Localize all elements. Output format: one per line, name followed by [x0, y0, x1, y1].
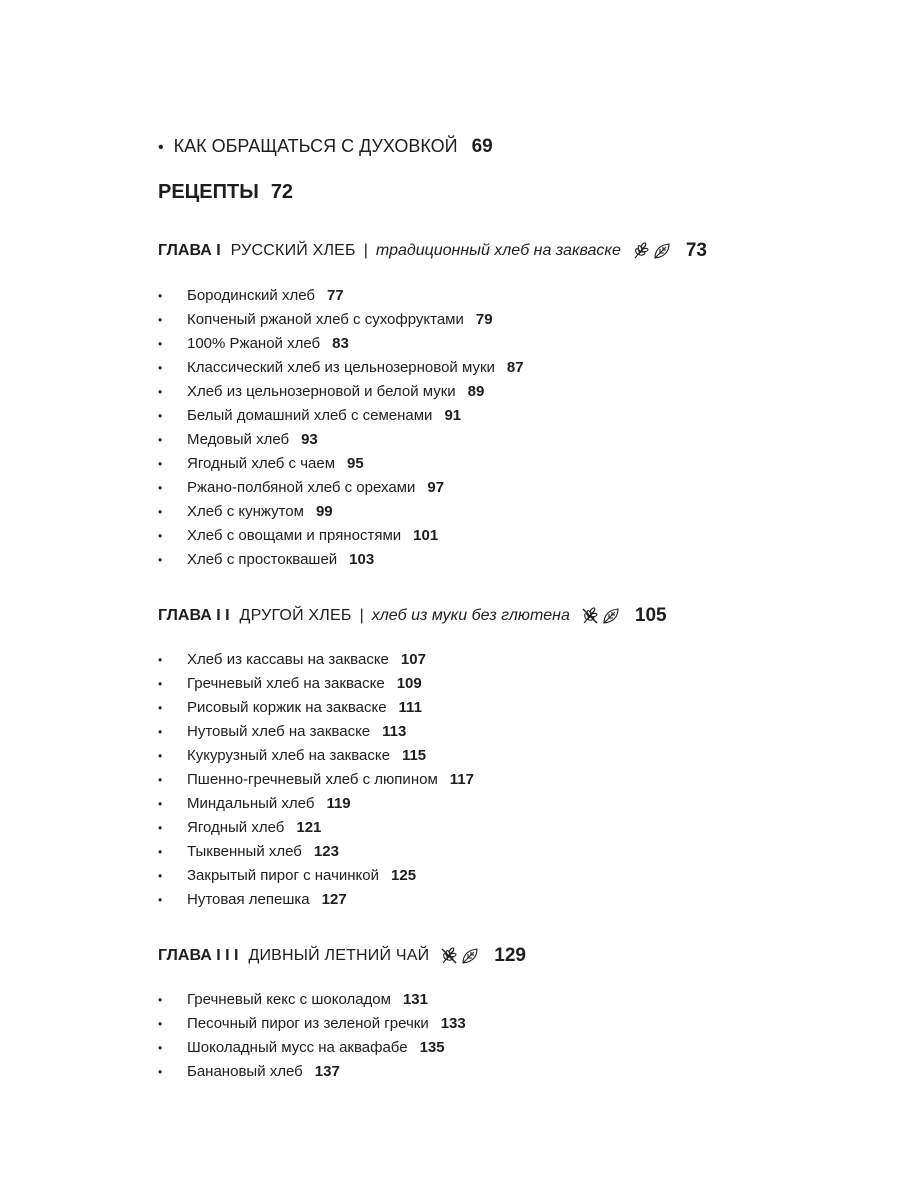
recipe-title: Ягодный хлеб с чаем	[187, 455, 336, 472]
chapter-heading-1	[158, 240, 707, 262]
bullet: •	[158, 139, 164, 156]
list-item	[158, 696, 474, 720]
bullet: •	[158, 529, 163, 543]
bullet: •	[158, 433, 163, 447]
recipe-page: 135	[419, 1039, 445, 1056]
recipe-title: Медовый хлеб	[187, 431, 290, 448]
recipe-title: Нутовый хлеб на закваске	[187, 723, 371, 740]
list-item	[158, 768, 474, 792]
wheat-icon	[631, 241, 651, 261]
list-item	[158, 356, 524, 380]
bullet: •	[158, 869, 163, 883]
recipe-page: 89	[467, 383, 485, 400]
oven-entry-page: 69	[471, 136, 493, 157]
bullet: •	[158, 553, 163, 567]
chapter-title: ДРУГОЙ ХЛЕБ	[239, 607, 352, 624]
bullet: •	[158, 725, 163, 739]
recipe-page: 117	[449, 771, 474, 788]
recipe-page: 97	[427, 479, 445, 496]
recipe-title: Кукурузный хлеб на закваске	[187, 747, 390, 764]
bullet: •	[158, 845, 163, 859]
recipe-title: Ржано-полбяной хлеб с орехами	[187, 479, 416, 496]
recipe-page: 113	[382, 723, 407, 740]
list-item	[158, 888, 474, 912]
bullet: •	[158, 409, 163, 423]
list-item	[158, 308, 524, 332]
recipe-title: Рисовый коржик на закваске	[187, 699, 387, 716]
bullet: •	[158, 653, 163, 667]
list-item	[158, 380, 524, 404]
list-item	[158, 284, 524, 308]
list-item	[158, 500, 524, 524]
recipe-page: 115	[401, 747, 427, 764]
bullet: •	[158, 701, 163, 715]
recipe-page: 87	[506, 359, 524, 376]
no-wheat-icon	[439, 946, 459, 966]
chapter-icons	[580, 606, 621, 626]
chapter-icons	[439, 946, 480, 966]
bullet: •	[158, 893, 163, 907]
list-item	[158, 1060, 466, 1084]
list-item	[158, 840, 474, 864]
recipes-heading	[158, 181, 293, 204]
chapter-2-recipe-list	[158, 648, 474, 912]
bullet: •	[158, 773, 163, 787]
leaf-icon	[601, 606, 621, 626]
recipe-page: 111	[398, 699, 422, 716]
chapter-1-recipe-list	[158, 284, 524, 572]
recipe-title: Ягодный хлеб	[187, 819, 285, 836]
recipe-title: 100% Ржаной хлеб	[187, 335, 321, 352]
recipe-title: Банановый хлеб	[187, 1063, 303, 1080]
recipe-page: 83	[332, 335, 349, 352]
recipe-title: Копченый ржаной хлеб с сухофруктами	[187, 311, 464, 328]
list-item	[158, 648, 474, 672]
bullet: •	[158, 1041, 163, 1055]
chapter-separator: |	[359, 607, 364, 624]
bullet: •	[158, 385, 163, 399]
recipe-title: Хлеб с простоквашей	[187, 551, 338, 568]
recipe-title: Тыквенный хлеб	[187, 843, 302, 860]
bullet: •	[158, 1017, 163, 1031]
chapter-subtitle: хлеб из муки без глютена	[371, 607, 570, 624]
chapter-page: 105	[634, 605, 667, 626]
bullet: •	[158, 361, 163, 375]
bullet: •	[158, 993, 163, 1007]
oven-entry-text: КАК ОБРАЩАТЬСЯ С ДУХОВКОЙ	[173, 136, 458, 156]
recipe-title: Классический хлеб из цельнозерновой муки	[187, 359, 495, 376]
list-item	[158, 720, 474, 744]
recipe-title: Хлеб из цельнозерновой и белой муки	[187, 383, 456, 400]
recipe-page: 123	[313, 843, 339, 860]
recipe-title: Гречневый кекс с шоколадом	[187, 991, 391, 1008]
recipe-title: Миндальный хлеб	[187, 795, 315, 812]
chapter-3-recipe-list	[158, 988, 466, 1084]
recipe-page: 127	[321, 891, 347, 908]
recipe-title: Бородинский хлеб	[187, 287, 315, 304]
bullet: •	[158, 481, 163, 495]
recipe-page: 109	[396, 675, 422, 692]
recipe-title: Хлеб с овощами и пряностями	[187, 527, 402, 544]
recipes-title: РЕЦЕПТЫ	[158, 181, 259, 203]
chapter-separator: |	[363, 242, 368, 259]
bullet: •	[158, 505, 163, 519]
list-item	[158, 744, 474, 768]
recipes-page: 72	[270, 181, 294, 203]
list-item	[158, 548, 524, 572]
recipe-page: 137	[314, 1063, 340, 1080]
chapter-title: ДИВНЫЙ ЛЕТНИЙ ЧАЙ	[248, 947, 430, 964]
chapter-icons	[631, 241, 672, 261]
no-wheat-icon	[580, 606, 600, 626]
oven-entry	[158, 136, 493, 158]
bullet: •	[158, 313, 163, 327]
chapter-page: 73	[685, 240, 707, 261]
recipe-title: Хлеб из кассавы на закваске	[187, 651, 389, 668]
bullet: •	[158, 821, 163, 835]
recipe-page: 77	[326, 287, 344, 304]
chapter-title: РУССКИЙ ХЛЕБ	[230, 242, 356, 259]
list-item	[158, 404, 524, 428]
recipe-title: Песочный пирог из зеленой гречки	[187, 1015, 429, 1032]
recipe-title: Шоколадный мусс на аквафабе	[187, 1039, 408, 1056]
chapter-label: ГЛАВА I I I	[158, 947, 239, 964]
recipe-page: 99	[315, 503, 333, 520]
recipe-page: 101	[413, 527, 439, 544]
bullet: •	[158, 1065, 163, 1079]
list-item	[158, 988, 466, 1012]
list-item	[158, 428, 524, 452]
list-item	[158, 816, 474, 840]
chapter-page: 129	[494, 945, 526, 966]
recipe-page: 95	[347, 455, 364, 472]
chapter-label: ГЛАВА I I	[158, 607, 230, 624]
chapter-subtitle: традиционный хлеб на закваске	[375, 242, 621, 259]
list-item	[158, 672, 474, 696]
list-item	[158, 332, 524, 356]
recipe-title: Пшенно-гречневый хлеб с люпином	[187, 771, 438, 788]
recipe-page: 125	[391, 867, 417, 884]
recipe-title: Закрытый пирог с начинкой	[187, 867, 380, 884]
recipe-page: 107	[400, 651, 426, 668]
recipe-title: Нутовая лепешка	[187, 891, 310, 908]
list-item	[158, 864, 474, 888]
recipe-page: 103	[349, 551, 375, 568]
bullet: •	[158, 677, 163, 691]
list-item	[158, 792, 474, 816]
recipe-title: Гречневый хлеб на закваске	[187, 675, 385, 692]
list-item	[158, 1012, 466, 1036]
list-item	[158, 452, 524, 476]
recipe-page: 93	[301, 431, 318, 448]
bullet: •	[158, 797, 163, 811]
recipe-page: 121	[296, 819, 322, 836]
recipe-page: 133	[440, 1015, 466, 1032]
recipe-page: 119	[326, 795, 351, 812]
recipe-title: Белый домашний хлеб с семенами	[187, 407, 433, 424]
list-item	[158, 1036, 466, 1060]
chapter-label: ГЛАВА I	[158, 242, 221, 259]
bullet: •	[158, 289, 163, 303]
leaf-icon	[460, 946, 480, 966]
recipe-title: Хлеб с кунжутом	[187, 503, 304, 520]
bullet: •	[158, 337, 163, 351]
recipe-page: 131	[402, 991, 428, 1008]
bullet: •	[158, 457, 163, 471]
list-item	[158, 476, 524, 500]
chapter-heading-3	[158, 945, 526, 967]
leaf-icon	[652, 241, 672, 261]
bullet: •	[158, 749, 163, 763]
recipe-page: 79	[475, 311, 493, 328]
recipe-page: 91	[444, 407, 462, 424]
list-item	[158, 524, 524, 548]
chapter-heading-2	[158, 605, 667, 627]
